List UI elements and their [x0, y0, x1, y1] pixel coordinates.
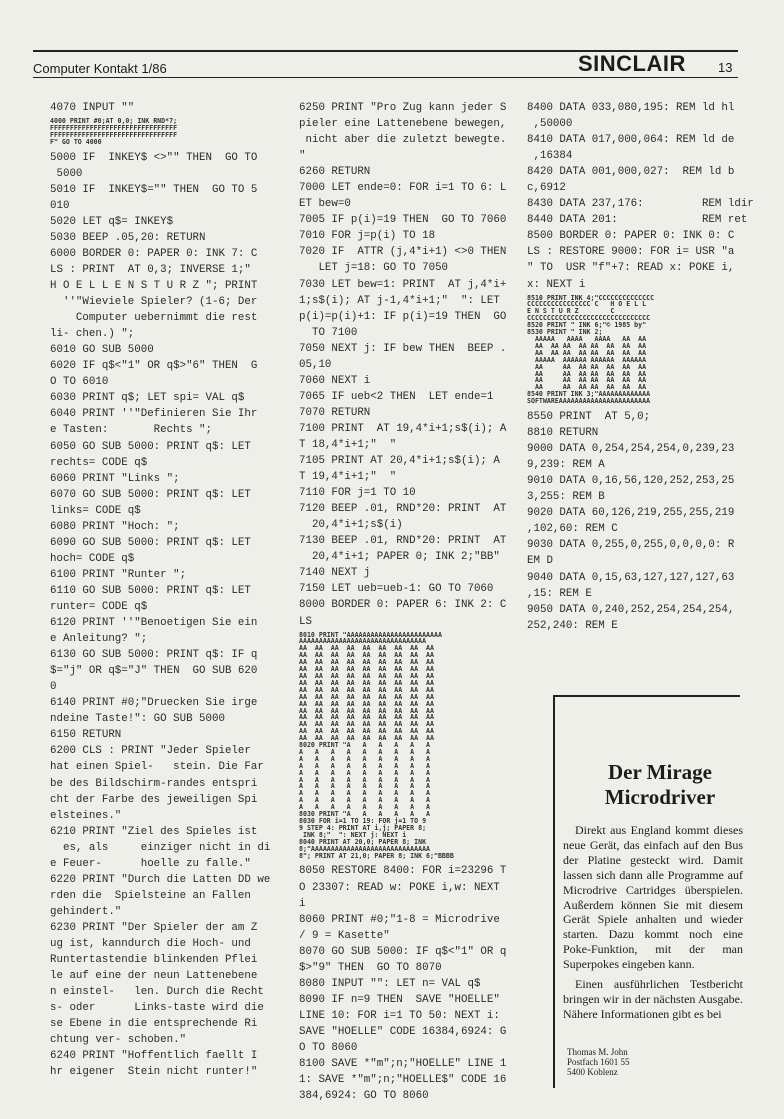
dump-line: AA AA AA AA AA AA AA AA [527, 341, 647, 350]
dump-line: E N S T U R Z C [527, 307, 615, 316]
dump-line: INK 8;" ": NEXT j: NEXT i [299, 830, 407, 839]
code-line: 6070 GO SUB 5000: PRINT q$: LET [50, 488, 251, 501]
code-line: 05,10 [299, 358, 332, 371]
dump-line: AA AA AA AA AA AA AA AA AA [299, 727, 434, 736]
code-line: rechts= CODE q$ [50, 456, 148, 469]
code-line: 6040 PRINT ''"Definieren Sie Ihr [50, 408, 258, 421]
dump-line: AAAAA AAAAAA AAAAAA AAAAAA [527, 355, 647, 364]
dump-line: A A A A A A A A A [299, 789, 431, 798]
code-line: O 23307: READ w: POKE i,w: NEXT [299, 881, 500, 894]
code-line: cht der Farbe des jeweiligen Spi [50, 793, 258, 806]
code-line: 7130 BEEP .01, RND*20: PRINT AT [299, 535, 507, 548]
code-line: TO 7100 [299, 326, 358, 339]
dump-line: AA AA AA AA AA AA AA [527, 383, 647, 392]
dump-line: AA AA AA AA AA AA AA AA AA [299, 720, 434, 729]
code-line: le auf eine der neun Lattenebene [50, 970, 258, 983]
code-line: Runtertastendie blinkenden Pflei [50, 954, 258, 967]
code-line: $="j" OR q$="J" THEN GO SUB 620 [50, 665, 258, 678]
code-line: e Anleitung? "; [50, 633, 148, 646]
code-line: 4070 INPUT "" [50, 102, 135, 114]
code-line: e Tasten: Rechts "; [50, 424, 212, 437]
listing-column-2 [299, 100, 507, 1104]
code-line: EM D [527, 555, 553, 568]
code-line: 6200 CLS : PRINT "Jeder Spieler [50, 745, 251, 758]
code-line: 7105 PRINT AT 20,4*i+1;s$(i); A [299, 455, 500, 468]
code-line: 6060 PRINT "Links "; [50, 472, 180, 485]
code-line: 8070 GO SUB 5000: IF q$<"1" OR q [299, 945, 507, 958]
code-line: n einstel- len. Durch die Recht [50, 986, 264, 999]
code-line: ''"Wieviele Spieler? (1-6; Der [50, 296, 258, 309]
code-line: 7030 LET bew=1: PRINT AT j,4*i+ [299, 278, 507, 291]
dump-line: AA AA AA AA AA AA AA [527, 376, 647, 385]
code-line: 1: SAVE *"m";n;"HOELLE$" CODE 16 [299, 1074, 507, 1087]
dump-line: AA AA AA AA AA AA AA AA AA [299, 665, 434, 674]
dump-line: AA AA AA AA AA AA AA AA [527, 348, 647, 357]
code-line: 6130 GO SUB 5000: PRINT q$: IF q [50, 649, 258, 662]
code-line: 6250 PRINT "Pro Zug kann jeder S [299, 102, 507, 114]
box-paragraph: Direkt aus England kommt dieses neue Gerät, das einfach auf den Bus der Platine gesteckt wird. Damit lassen sich dann alle Programme auf Microdrive Cartridges überspielen. Außerdem können Sie mit diesem Gerät Spiele anhalten und wieder starten. Dazu kommt noch eine Poke-Funktion, mit der man Superpokes eingeben kann. [563, 823, 743, 972]
code-line: 6260 RETURN [299, 166, 371, 179]
code-line: 8400 DATA 033,080,195: REM ld hl [527, 102, 735, 114]
address-line: 5400 Koblenz [567, 1067, 618, 1077]
code-line: rden die Spielsteine an Fallen [50, 889, 251, 902]
code-line: 7060 NEXT i [299, 374, 371, 387]
dump-line: A A A A A A A A A [299, 803, 431, 812]
code-line: $>"9" THEN GO TO 8070 [299, 961, 442, 974]
screen-dump [50, 118, 280, 146]
code-line: 6110 GO SUB 5000: PRINT q$: LET [50, 584, 251, 597]
code-line: 7000 LET ende=0: FOR i=1 TO 6: L [299, 182, 507, 195]
code-line: pieler eine Lattenebene bewegen, [299, 118, 507, 131]
screen-dump [299, 632, 504, 860]
code-line: 5020 LET q$= INKEY$ [50, 215, 174, 228]
code-line: 8550 PRINT AT 5,0; [527, 411, 651, 424]
dump-line: 8020 PRINT "A A A A A A [299, 741, 431, 750]
dump-line: AA AA AA AA AA AA AA [527, 362, 647, 371]
code-line: 6020 IF q$<"1" OR q$>"6" THEN G [50, 360, 258, 373]
dump-line: AA AA AA AA AA AA AA AA AA [299, 692, 434, 701]
code-line: LET j=18: GO TO 7050 [299, 262, 449, 275]
listing-column-1 [50, 100, 280, 1080]
dump-line: A A A A A A A A A [299, 761, 431, 770]
dump-line: AA AA AA AA AA AA AA AA AA [299, 706, 434, 715]
code-line: 8060 PRINT #0;"1-8 = Microdrive [299, 913, 500, 926]
dump-line: 8540 PRINT INK 3;"AAAAAAAAAAAAA [527, 390, 651, 399]
dump-line: AAAAA AAAA AAAA AA AA [527, 335, 647, 343]
dump-line: A A A A A A A A A [299, 747, 431, 756]
code-line: 6090 GO SUB 5000: PRINT q$: LET [50, 536, 251, 549]
code-line: T 18,4*i+1;" " [299, 438, 397, 451]
dump-line: AA AA AA AA AA AA AA [527, 369, 647, 378]
dump-line: A A A A A A A A A [299, 782, 431, 791]
code-line: 6010 GO SUB 5000 [50, 344, 154, 357]
code-line: 8420 DATA 001,000,027: REM ld b [527, 166, 735, 179]
code-line: " [299, 150, 306, 163]
dump-line: AA AA AA AA AA AA AA AA AA [299, 713, 434, 722]
code-line: H O E L L E N S T U R Z "; PRINT [50, 280, 258, 293]
code-line: 8080 INPUT "": LET n= VAL q$ [299, 977, 481, 990]
code-line: gehindert." [50, 905, 122, 918]
screen-dump [527, 295, 742, 406]
code-line: hat einen Spiel- stein. Die Far [50, 761, 264, 774]
dump-line: 8530 PRINT " INK 2; [527, 328, 603, 337]
code-line: elsteines." [50, 809, 122, 822]
address-line: Postfach 1601 55 [567, 1057, 630, 1067]
code-line: 6240 PRINT "Hoffentlich faellt I [50, 1050, 258, 1063]
dump-line: 8;"AAAAAAAAAAAAAAAAAAAAAAAAAAAAAA [299, 844, 431, 853]
code-line: 6100 PRINT "Runter "; [50, 568, 187, 581]
code-line: 7005 IF p(i)=19 THEN GO TO 7060 [299, 214, 507, 227]
code-line: Computer uebernimmt die rest [50, 312, 258, 325]
code-line: 6150 RETURN [50, 729, 122, 742]
dump-line: AA AA AA AA AA AA AA AA AA [299, 651, 434, 660]
code-line: li- chen.) "; [50, 328, 135, 341]
code-line: 6140 PRINT #0;"Druecken Sie irge [50, 697, 258, 710]
code-line: 6120 PRINT ''"Benoetigen Sie ein [50, 617, 258, 630]
dump-line: 8030 FOR i=1 TO 19: FOR j=1 TO 9 [299, 817, 427, 826]
code-line: chtung ver- schoben." [50, 1034, 187, 1047]
dump-line: FFFFFFFFFFFFFFFFFFFFFFFFFFFFFFFF [50, 123, 178, 132]
code-line: 9010 DATA 0,16,56,120,252,253,25 [527, 475, 735, 488]
section-title: SINCLAIR [578, 51, 686, 76]
dump-line: AA AA AA AA AA AA AA AA AA [299, 699, 434, 708]
code-line: 7150 LET ueb=ueb-1: GO TO 7060 [299, 583, 494, 596]
box-paragraph: Einen ausführlichen Testbericht bringen wir in der nächsten Ausgabe. Nähere Informationen gibt es bei [563, 977, 743, 1021]
header-rule [33, 77, 738, 78]
code-line: 0 [50, 681, 57, 694]
code-line: LINE 10: FOR i=1 TO 50: NEXT i: [299, 1009, 500, 1022]
code-line: e Feuer- hoelle zu falle." [50, 857, 251, 870]
dump-line: 8"; PRINT AT 21,0; PAPER 8; INK 6;"BBBB [299, 851, 454, 860]
code-line: 9000 DATA 0,254,254,254,0,239,23 [527, 443, 735, 456]
dump-line: CCCCCCCCCCCCCCCCCCCCCCCCCCCCCCC [527, 314, 651, 323]
code-line: p(i)=p(i)+1: IF p(i)=19 THEN GO [299, 310, 507, 323]
code-line: hoch= CODE q$ [50, 552, 135, 565]
code-line: es, als einziger nicht in di [50, 841, 271, 854]
dump-line: A A A A A A A A A [299, 775, 431, 784]
dump-line: A A A A A A A A A [299, 768, 431, 777]
code-line: 7120 BEEP .01, RND*20: PRINT AT [299, 503, 507, 516]
code-line: s- oder Links-taste wird die [50, 1002, 264, 1015]
code-line: 8410 DATA 017,000,064: REM ld de [527, 134, 735, 147]
code-line: se Ebene in die entsprechende Ri [50, 1018, 258, 1031]
code-line: x: NEXT i [527, 278, 586, 291]
code-line: 8090 IF n=9 THEN SAVE "HOELLE" [299, 993, 500, 1006]
code-line: links= CODE q$ [50, 504, 141, 517]
dump-line: AA AA AA AA AA AA AA AA AA [299, 671, 434, 680]
dump-line: 8520 PRINT " INK 6;"© 1985 by" [527, 321, 647, 330]
code-line: 5000 [50, 167, 83, 180]
address-line: Thomas M. John [567, 1047, 628, 1057]
code-line: 8440 DATA 201: REM ret [527, 214, 748, 227]
dump-line: CCCCCCCCCCCCCCCC C H O E L L [527, 300, 647, 309]
code-line: 3,255: REM B [527, 491, 605, 504]
code-line: ndeine Taste!": GO SUB 5000 [50, 713, 225, 726]
code-line: SAVE "HOELLE" CODE 16384,6924: G [299, 1025, 507, 1038]
code-line: 7010 FOR j=p(i) TO 18 [299, 230, 436, 243]
code-line: runter= CODE q$ [50, 600, 148, 613]
code-line: 9,239: REM A [527, 459, 605, 472]
code-line: ug ist, kanndurch die Hoch- und [50, 937, 251, 950]
dump-line: F" GO TO 4000 [50, 137, 102, 146]
dump-line: 8030 PRINT "A A A A A A [299, 810, 431, 819]
code-line: 7110 FOR j=1 TO 10 [299, 487, 416, 500]
dump-line: SOFTWAREAAAAAAAAAAAAAAAAAAAAAAA [527, 397, 651, 406]
code-line: 8810 RETURN [527, 427, 599, 440]
code-line: ET bew=0 [299, 198, 351, 211]
dump-line: 4000 PRINT #0;AT 0,0; INK RND*7; [50, 117, 178, 126]
page-number: 13 [718, 60, 733, 75]
code-line: 9030 DATA 0,255,0,255,0,0,0,0: R [527, 539, 735, 552]
code-line: 384,6924: GO TO 8060 [299, 1090, 429, 1103]
code-line: 8000 BORDER 0: PAPER 6: INK 2: C [299, 599, 507, 612]
code-line: 6210 PRINT "Ziel des Spieles ist [50, 825, 258, 838]
code-line: 6230 PRINT "Der Spieler der am Z [50, 921, 258, 934]
dump-line: A A A A A A A A A [299, 754, 431, 763]
code-line: LS : RESTORE 9000: FOR i= USR "a [527, 246, 735, 259]
code-line: 9050 DATA 0,240,252,254,254,254, [527, 603, 735, 616]
dump-line: AAAAAAAAAAAAAAAAAAAAAAAAAAAAAAAA [299, 637, 427, 646]
dump-line: AA AA AA AA AA AA AA AA AA [299, 644, 434, 653]
dump-line: FFFFFFFFFFFFFFFFFFFFFFFFFFFFFFFF [50, 130, 178, 139]
code-line: 6220 PRINT "Durch die Latten DD we [50, 873, 271, 886]
code-line: 20,4*i+1; PAPER 0; INK 2;"BB" [299, 551, 500, 564]
code-line: 6080 PRINT "Hoch: "; [50, 520, 180, 533]
code-line: ,102,60: REM C [527, 523, 618, 536]
code-line: / 9 = Kasette" [299, 929, 390, 942]
magazine-issue: Computer Kontakt 1/86 [33, 61, 167, 76]
code-line: 5030 BEEP .05,20: RETURN [50, 231, 206, 244]
code-line: 5010 IF INKEY$="" THEN GO TO 5 [50, 183, 258, 196]
code-line: 9020 DATA 60,126,219,255,255,219 [527, 507, 735, 520]
dump-line: AA AA AA AA AA AA AA AA AA [299, 734, 434, 743]
code-line: ,16384 [527, 150, 573, 163]
code-line: 7050 NEXT j: IF bew THEN BEEP . [299, 342, 507, 355]
code-line: LS : PRINT AT 0,3; INVERSE 1;" [50, 264, 251, 276]
code-line: 9040 DATA 0,15,63,127,127,127,63 [527, 571, 735, 584]
dump-line: AA AA AA AA AA AA AA AA AA [299, 685, 434, 694]
code-line: 1;s$(i); AT j-1,4*i+1;" ": LET [299, 294, 500, 307]
code-line: 252,240: REM E [527, 619, 618, 632]
dump-line: AA AA AA AA AA AA AA AA AA [299, 658, 434, 667]
box-border-left [553, 695, 555, 1088]
code-line: nicht aber die zuletzt bewegte. [299, 134, 507, 147]
dump-line: 8010 PRINT "AAAAAAAAAAAAAAAAAAAAAAAA [299, 630, 442, 639]
box-border-top [553, 695, 740, 697]
code-line: c,6912 [527, 182, 566, 195]
dump-line: AA AA AA AA AA AA AA AA AA [299, 678, 434, 687]
code-line: be des Bildschirm-randes entspri [50, 777, 258, 790]
box-title: Der Mirage Microdriver [604, 760, 716, 809]
code-line: 8100 SAVE *"m";n;"HOELLE" LINE 1 [299, 1058, 507, 1071]
listing-column-3 [527, 100, 754, 634]
code-line: 20,4*i+1;s$(i) [299, 519, 403, 532]
code-line: 6050 GO SUB 5000: PRINT q$: LET [50, 440, 251, 453]
box-address [567, 1047, 630, 1077]
code-line: 6030 PRINT q$; LET spi= VAL q$ [50, 392, 245, 405]
code-line: 8050 RESTORE 8400: FOR i=23296 T [299, 865, 507, 878]
code-line: " TO USR "f"+7: READ x: POKE i, [527, 262, 735, 275]
code-line: O TO 6010 [50, 376, 109, 389]
dump-line: 8510 PRINT INK 4;"CCCCCCCCCCCCCC [527, 293, 655, 302]
code-line: 6000 BORDER 0: PAPER 0: INK 7: C [50, 247, 258, 260]
code-line: ,15: REM E [527, 587, 592, 600]
code-line: LS [299, 615, 312, 628]
code-line: 8500 BORDER 0: PAPER 0: INK 0: C [527, 230, 735, 243]
code-line: hr eigener Stein nicht runter!" [50, 1066, 258, 1079]
code-line: 7020 IF ATTR (j,4*i+1) <>0 THEN [299, 246, 507, 259]
code-line: ,50000 [527, 118, 573, 131]
code-line: 7070 RETURN [299, 406, 371, 419]
box-text [563, 823, 743, 1027]
code-line: 8430 DATA 237,176: REM ldir [527, 198, 754, 211]
code-line: 010 [50, 199, 70, 212]
dump-line: A A A A A A A A A [299, 796, 431, 805]
code-line: 7140 NEXT j [299, 567, 371, 580]
code-line: 5000 IF INKEY$ <>"" THEN GO TO [50, 151, 258, 164]
code-line: i [299, 897, 306, 910]
code-line: O TO 8060 [299, 1041, 358, 1054]
dump-line: 9 STEP 4: PRINT AT i,j; PAPER 8; [299, 823, 427, 832]
code-line: 7100 PRINT AT 19,4*i+1;s$(i); A [299, 422, 507, 435]
code-line: T 19,4*i+1;" " [299, 471, 397, 484]
dump-line: 8040 PRINT AT 20,0; PAPER 8; INK [299, 837, 427, 846]
code-line: 7065 IF ueb<2 THEN LET ende=1 [299, 390, 494, 403]
